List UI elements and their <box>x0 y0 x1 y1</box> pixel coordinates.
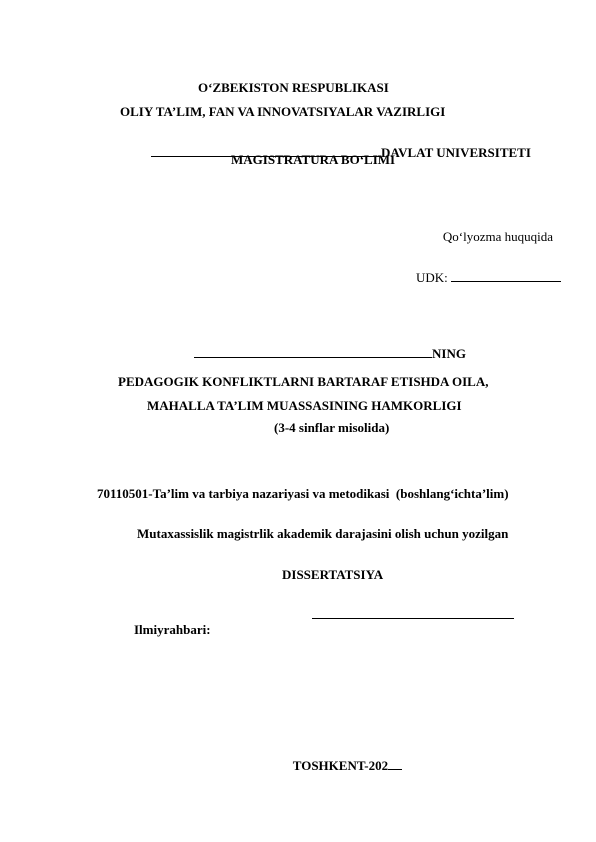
city-year-text: TOSHKENT-202 <box>292 758 389 773</box>
thesis-subtitle: (3-4 sinflar misolida) <box>274 420 390 435</box>
thesis-title-line2: MAHALLA TA’LIM MUASSASINING HAMKORLIGI <box>147 398 462 413</box>
manuscript-rights: Qo‘lyozma huquqida <box>442 229 553 244</box>
university-suffix: DAVLAT UNIVERSITETI <box>381 145 531 160</box>
supervisor-line <box>121 606 541 670</box>
city-year <box>280 741 402 790</box>
department-name: MAGISTRATURA BO‘LIMI <box>231 152 396 167</box>
document-type: DISSERTATSIYA <box>282 567 384 582</box>
supervisor-name-blank <box>312 606 514 619</box>
author-suffix: NING <box>432 346 466 361</box>
degree-purpose: Mutaxassislik magistrlik akademik darajasini olish uchun yozilgan <box>137 526 509 541</box>
ministry-name: OLIY TA’LIM, FAN VA INNOVATSIYALAR VAZIRLIGI <box>120 104 446 119</box>
supervisor-label: Ilmiyrahbari: <box>134 622 211 637</box>
author-name-blank <box>194 345 432 358</box>
udk-line <box>403 253 561 302</box>
year-blank <box>388 757 402 770</box>
republic-name: O‘ZBEKISTON RESPUBLIKASI <box>198 80 389 95</box>
thesis-title-line1: PEDAGOGIK KONFLIKTLARNI BARTARAF ETISHDA OILA, <box>118 374 489 389</box>
specialty-code: 70110501-Ta’lim va tarbiya nazariyasi va metodikasi (boshlang‘ichta’lim) <box>97 486 509 501</box>
udk-label: UDK: <box>416 270 448 285</box>
udk-blank <box>451 269 561 282</box>
author-line <box>181 329 466 378</box>
